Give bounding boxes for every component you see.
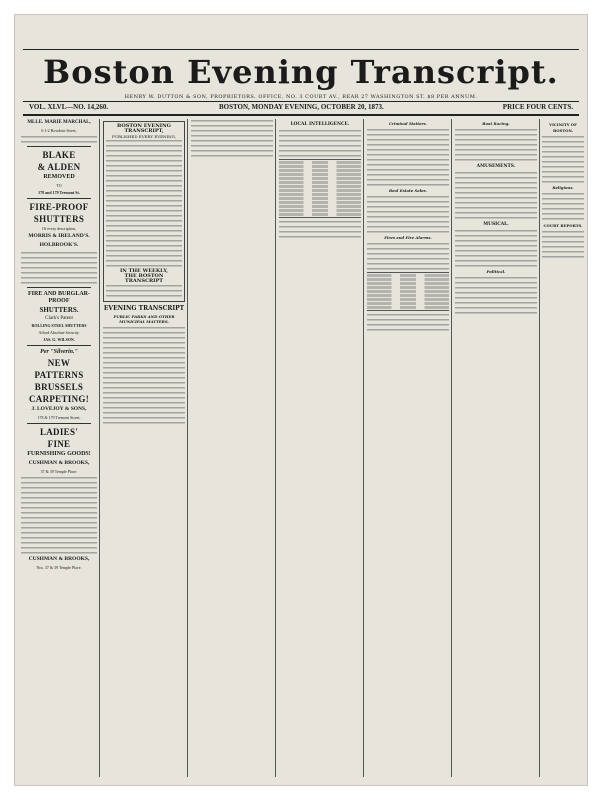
- advertisement-column: [21, 119, 97, 779]
- article-text: [103, 326, 185, 424]
- ad-divider: [27, 423, 91, 424]
- article-text: [455, 171, 537, 219]
- ad-holbrook: HOLBROOK'S.: [39, 242, 79, 248]
- article-text: [279, 129, 361, 157]
- column-divider: [275, 119, 276, 777]
- volume-number: VOL. XLVI.—NO. 14,260.: [29, 103, 109, 111]
- ad-divider: [27, 198, 91, 199]
- newspaper-page: [14, 14, 588, 786]
- vicinity-heading: VICINITY OF BOSTON.: [549, 122, 577, 133]
- ad-marchal-address: 6 1-2 Bowdoin Street,: [41, 128, 77, 133]
- ad-security: Afford Absolute Security.: [38, 330, 80, 335]
- ad-removed: REMOVED: [43, 174, 75, 180]
- ad-cushman-text: [21, 476, 97, 554]
- ad-cushman: CUSHMAN & BROOKS,: [28, 460, 90, 466]
- ad-cushman-bottom-address: Nos. 37 & 39 Temple Place.: [36, 565, 82, 570]
- amusements-heading: AMUSEMENTS.: [476, 164, 516, 169]
- ad-cushman-bottom: CUSHMAN & BROOKS,: [28, 556, 90, 562]
- ad-divider: [27, 345, 91, 346]
- dateline-rule-top: [23, 101, 579, 102]
- data-table: [367, 272, 449, 311]
- article-text: [455, 128, 537, 161]
- ad-divider: [27, 146, 91, 147]
- article-text: [542, 230, 584, 258]
- ad-patterns: PATTERNS: [34, 370, 84, 380]
- masthead-title: Boston Evening Transcript.: [43, 53, 559, 91]
- transcript-box-subtitle: PUBLISHED EVERY EVENING,: [112, 134, 176, 139]
- real-estate-heading: Real Estate Sales.: [388, 188, 428, 193]
- ad-lovejoy-address: 178 & 179 Tremont Street,: [37, 415, 81, 420]
- column-divider: [363, 119, 364, 777]
- weekly-title: IN THE WEEKLY,: [119, 268, 169, 274]
- public-parks-heading: PUBLIC PARKS AND OTHER MUNICIPAL MATTERS.: [113, 314, 175, 324]
- ad-divider: [27, 287, 91, 288]
- column-divider: [451, 119, 452, 777]
- ad-clarks-patent: Clark's Patent: [45, 316, 73, 321]
- ad-new: NEW: [47, 358, 71, 368]
- ad-fireproof: FIRE-PROOF: [29, 202, 89, 212]
- local-intelligence-heading: LOCAL INTELLIGENCE.: [290, 122, 350, 127]
- ad-ladies: LADIES': [39, 427, 79, 437]
- data-table: [279, 159, 361, 218]
- ad-blake: BLAKE: [42, 150, 76, 160]
- ad-furnishing: FURNISHING GOODS!: [27, 451, 91, 457]
- boat-racing-heading: Boat Racing.: [482, 121, 510, 126]
- criminal-matters-heading: Criminal Matters.: [389, 121, 427, 126]
- article-text: [367, 313, 449, 331]
- article-text: [367, 242, 449, 270]
- ad-marchal: MLLE. MARIE MARCHAL,: [27, 120, 91, 125]
- column-7: [542, 119, 584, 779]
- article-text: [367, 128, 449, 186]
- musical-heading: MUSICAL.: [483, 222, 509, 227]
- ad-to: TO: [56, 183, 62, 188]
- column-4: [279, 119, 361, 779]
- article-text: [279, 220, 361, 238]
- fires-heading: Fires and Fire Alarms.: [384, 235, 432, 240]
- dateline: [29, 103, 573, 113]
- ad-every-description: Of every description,: [42, 226, 76, 231]
- ad-lovejoy: J. LOVEJOY & SONS,: [31, 406, 87, 412]
- column-2: [103, 119, 185, 779]
- dateline-rule-bottom: [23, 114, 579, 116]
- transcript-info-box: [103, 121, 185, 302]
- price: PRICE FOUR CENTS.: [502, 103, 573, 111]
- column-6: [455, 119, 537, 779]
- article-text: [455, 229, 537, 267]
- religious-heading: Religious.: [552, 185, 574, 190]
- proprietors-line: HENRY W. DUTTON & SON, PROPRIETORS. OFFICE, NO. 3 COURT AV., REAR 27 WASHINGTON ST. $8 PER ANNUM.: [124, 94, 478, 100]
- ad-wilson: JAS. G. WILSON.: [43, 337, 75, 342]
- article-text: [367, 195, 449, 233]
- article-text: [191, 119, 273, 157]
- column-divider: [187, 119, 188, 777]
- weekly-name: THE BOSTON TRANSCRIPT: [124, 273, 164, 284]
- ad-silverin: Per "Silverin.": [40, 349, 78, 355]
- ad-shutters: SHUTTERS: [33, 214, 85, 224]
- ad-rolling-shutters: ROLLING STEEL SHUTTERS: [31, 323, 87, 328]
- ad-morris-ireland: MORRIS & IRELAND'S.: [28, 233, 90, 239]
- column-divider: [99, 119, 100, 777]
- ad-holbrook-text: [21, 251, 97, 284]
- evening-transcript-heading: EVENING TRANSCRIPT: [103, 305, 185, 312]
- court-reports-heading: COURT REPORTS.: [543, 223, 583, 228]
- ad-cushman-address: 37 & 39 Temple Place.: [40, 469, 78, 474]
- ad-fire-burglar: FIRE AND BURGLAR-PROOF: [27, 291, 90, 304]
- ad-shutters-2: SHUTTERS.: [39, 306, 79, 314]
- article-text: [542, 135, 584, 183]
- political-heading: Political.: [486, 269, 506, 274]
- article-text: [542, 192, 584, 220]
- top-rule: [23, 49, 579, 50]
- place-date: BOSTON, MONDAY EVENING, OCTOBER 20, 1873.: [219, 103, 384, 111]
- ad-marchal-text: [21, 135, 97, 143]
- ad-brussels: BRUSSELS: [34, 382, 84, 392]
- ad-alden: & ALDEN: [37, 162, 81, 172]
- column-5: [367, 119, 449, 779]
- column-3: [191, 119, 273, 779]
- ad-fine: FINE: [47, 439, 71, 449]
- column-divider: [539, 119, 540, 777]
- ad-carpeting: CARPETING!: [28, 394, 89, 404]
- article-text: [455, 276, 537, 314]
- transcript-box-title: BOSTON EVENING TRANSCRIPT,: [117, 123, 171, 134]
- ad-tremont: 178 and 179 Tremont St.: [38, 190, 80, 195]
